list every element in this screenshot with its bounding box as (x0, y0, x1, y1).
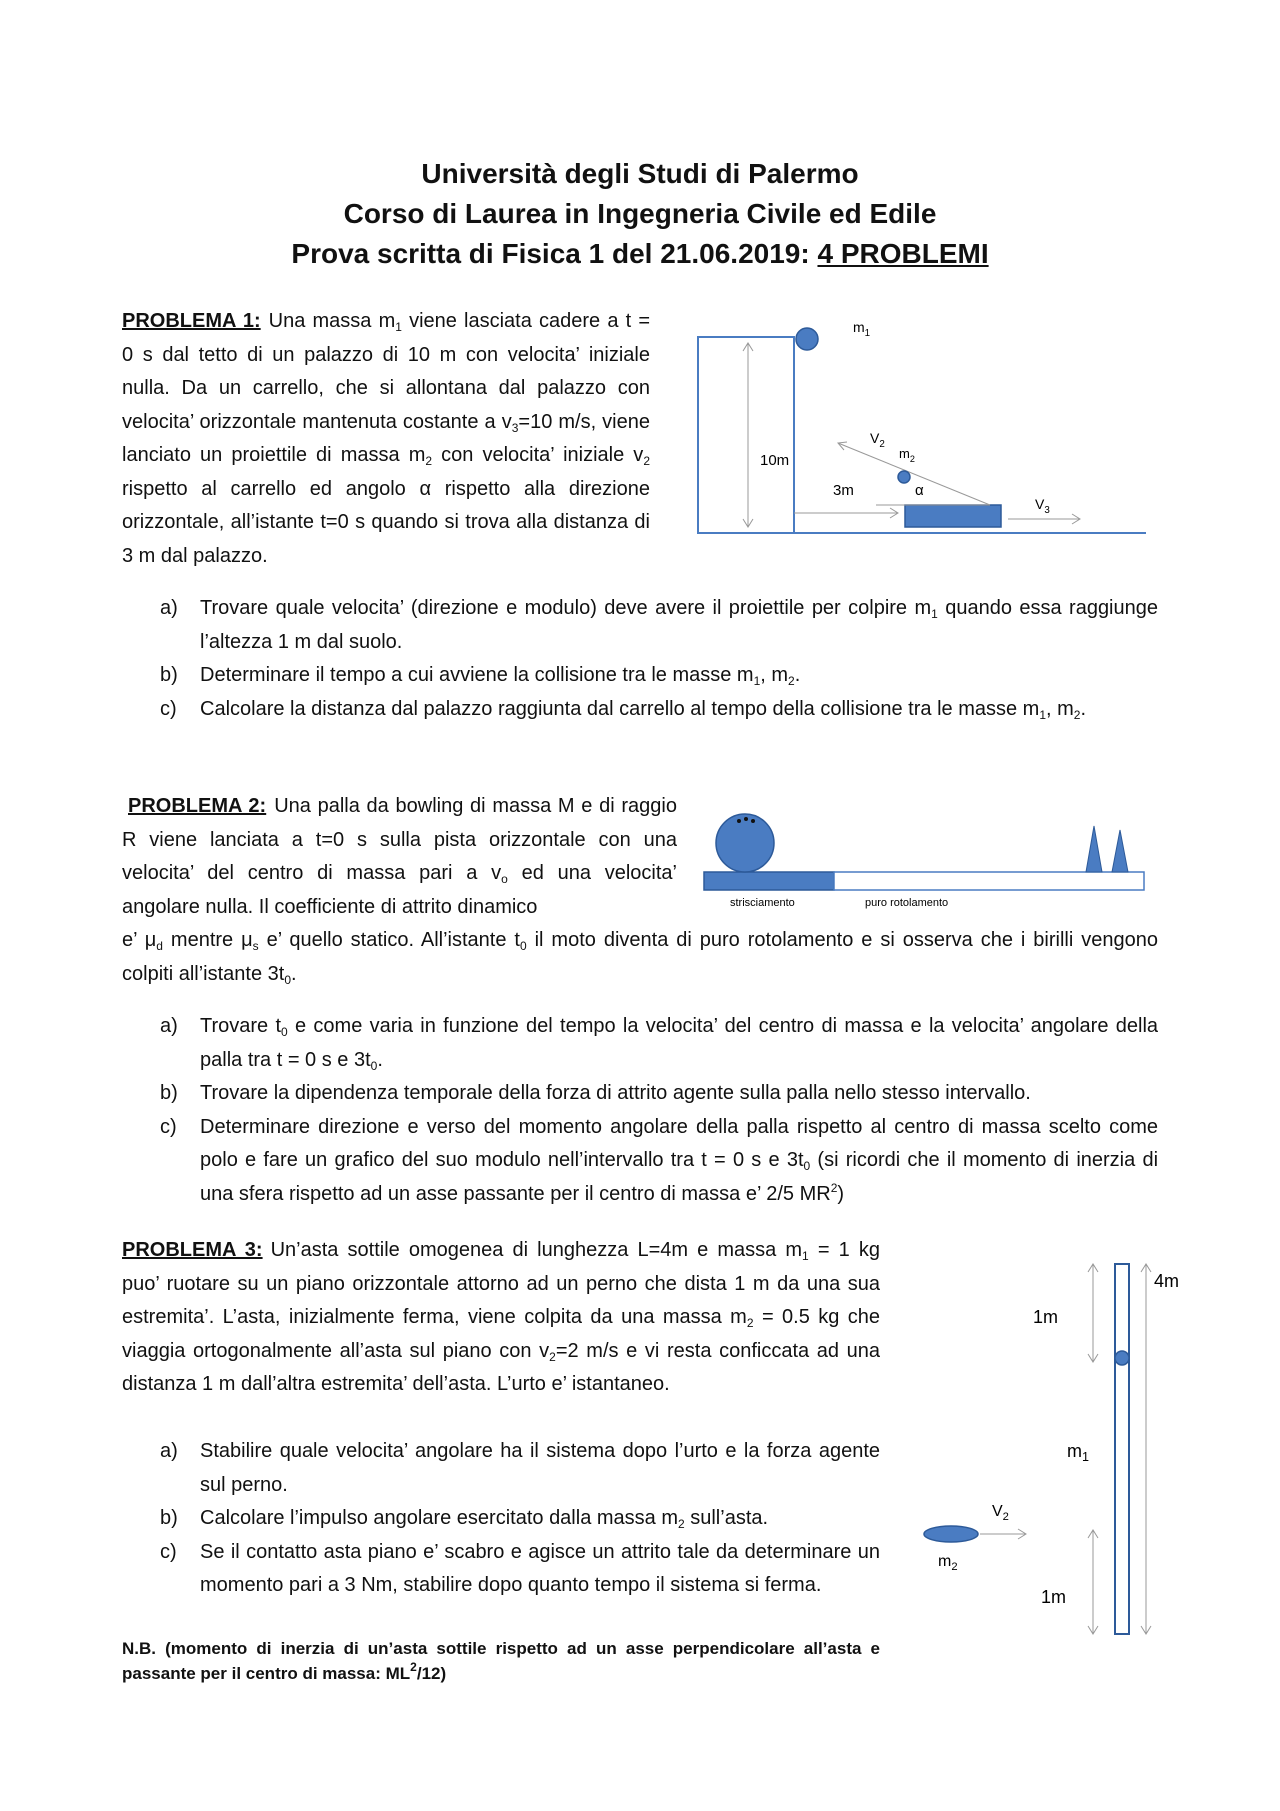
building (698, 337, 794, 533)
rod (1115, 1264, 1129, 1634)
problem2-figure (700, 800, 1150, 910)
problem3-question-b: b) Calcolare l’impulso angolare esercitato dalla massa $m_2$ sull’asta. (160, 1507, 769, 1531)
v2-arrow (838, 443, 990, 505)
mass-m2 (898, 471, 910, 483)
problem1-question-a: a) Trovare quale velocita’ (direzione e modulo) deve avere il proiettile per colpire $m_1$ quando essa raggiunge l’altezza 1 m dal suolo. (160, 597, 1158, 653)
ball-hole-3 (751, 819, 755, 823)
problem3-label: PROBLEMA 3: (122, 1239, 263, 1261)
projectile-v2-label: $V_2$ (992, 1503, 1009, 1523)
pin-2 (1112, 830, 1128, 872)
problem1-text: PROBLEMA 1: Una massa $m_1$ viene lasciata cadere a t = 0 s dal tetto di un palazzo di 10 m con velocita’ iniziale nulla. Da un carrello, che si allontana dal palazzo con velocita’ orizzontale mantenuta costante a $v_3=10$ m/s, viene lanciato un proiettile di massa $m_2$ con velocita’ iniziale $v_2$ rispetto al carrello ed angolo α rispetto alla direzione orizzontale, all’istante t=0 s quando si trova alla distanza di 3 m dal palazzo. (122, 310, 651, 567)
rolling-label: puro rotolamento (865, 897, 949, 909)
exam-header (0, 154, 1280, 274)
height-label: 10m (760, 452, 790, 469)
problem3-text: PROBLEMA 3: Un’asta sottile omogenea di lunghezza L=4m e massa $m_1 = 1$ kg puo’ ruotare su un piano orizzontale attorno ad un perno che dista 1 m da una sua estremita’. L’asta, inizialmente ferma, viene colpita da una massa $m_2 = 0.5$ kg che viaggia ortogonalmente all’asta sul piano con $v_2=2$ m/s e vi resta conficcata ad una distanza 1 m dall’altra estremita’ dell’asta. L’urto e’ istantaneo. (122, 1239, 881, 1395)
exam-title: Prova scritta di Fisica 1 del 21.06.2019: 4 PROBLEMI (291, 238, 989, 269)
pin-1 (1086, 826, 1102, 872)
bottom-dist-label: 1m (1041, 1587, 1067, 1607)
v3-label: $V_3$ (1035, 496, 1050, 516)
problem2-text: PROBLEMA 2: Una palla da bowling di massa M e di raggio R viene lanciata a t=0 s sulla pista orizzontale con una velocita’ del centro di massa pari a $v_o$ ed una velocita’ angolare nulla. Il coefficiente di attrito dinamico (122, 795, 677, 918)
distance-label: 3m (833, 482, 854, 499)
m2-label: $m_2$ (899, 446, 915, 464)
sliding-label: strisciamento (730, 897, 795, 909)
problem1-questions (122, 592, 1158, 726)
cart (905, 505, 1001, 527)
problem3-question-a: a) Stabilire quale velocita’ angolare ha il sistema dopo l’urto e la forza agente sul perno. (160, 1440, 880, 1496)
problem1-label: PROBLEMA 1: (122, 310, 261, 332)
projectile-m2-label: $m_2$ (938, 1553, 958, 1573)
problem3-questions (122, 1435, 880, 1603)
ball-hole-2 (744, 817, 748, 821)
university-name: Università degli Studi di Palermo (421, 158, 859, 189)
m1-label: $m_1$ (853, 319, 871, 339)
bowling-ball (716, 814, 774, 872)
problem2-question-a: a) Trovare $t_0$ e come varia in funzione del tempo la velocita’ del centro di massa e la velocita’ angolare della palla tra t = 0 s e $3t_0$. (160, 1015, 1159, 1073)
problem3-note: N.B. (momento di inerzia di un’asta sottile rispetto ad un asse perpendicolare all’asta e passante per il centro di massa: $ML^2/12$) (122, 1639, 880, 1683)
track-rolling (834, 872, 1144, 890)
track-sliding (704, 872, 834, 890)
problem1-question-c: c) Calcolare la distanza dal palazzo raggiunta dal carrello al tempo della collisione tra le masse $m_1$, $m_2$. (160, 697, 1087, 722)
problem2-label: PROBLEMA 2: (128, 795, 267, 817)
rod-mass-label: $m_1$ (1067, 1441, 1090, 1464)
v2-label: $V_2$ (870, 430, 885, 450)
top-dist-label: 1m (1033, 1307, 1059, 1327)
problem2-questions (122, 1010, 1158, 1211)
problem2-question-c: c) Determinare direzione e verso del momento angolare della palla rispetto al centro di massa scelto come polo e fare un grafico del suo modulo nell’intervallo tra t = 0 s e $3t_0$ (si ricordi che il momento di inerzia di una sfera rispetto ad un asse passante per il centro di massa e’ 2/5 $MR^2$) (160, 1115, 1159, 1205)
problem-count: 4 PROBLEMI (817, 238, 989, 269)
pivot (1115, 1351, 1129, 1365)
degree-course: Corso di Laurea in Ingegneria Civile ed Edile (343, 198, 937, 229)
problem2-text-continued: e’ $\mu_d$ mentre $\mu_s$ e’ quello statico. All’istante $t_0$ il moto diventa di puro rotolamento e si osserva che i birilli vengono colpiti all’istante $3t_0$. (122, 929, 1158, 987)
problem1-figure (690, 315, 1150, 535)
ball-hole-1 (737, 819, 741, 823)
projectile-m2 (924, 1526, 978, 1542)
problem1-question-b: b) Determinare il tempo a cui avviene la collisione tra le masse $m_1$, $m_2$. (160, 664, 801, 688)
alpha-label: α (915, 482, 924, 499)
problem3-question-c: c) Se il contatto asta piano e’ scabro e agisce un attrito tale da determinare un momento pari a 3 Nm, stabilire dopo quanto tempo il sistema si ferma. (160, 1540, 880, 1596)
problem2-question-b: b) Trovare la dipendenza temporale della forza di attrito agente sulla palla nello stesso intervallo. (160, 1082, 1031, 1104)
problem3-figure (910, 1250, 1230, 1650)
length-label: 4m (1154, 1271, 1180, 1291)
mass-m1 (796, 328, 818, 350)
